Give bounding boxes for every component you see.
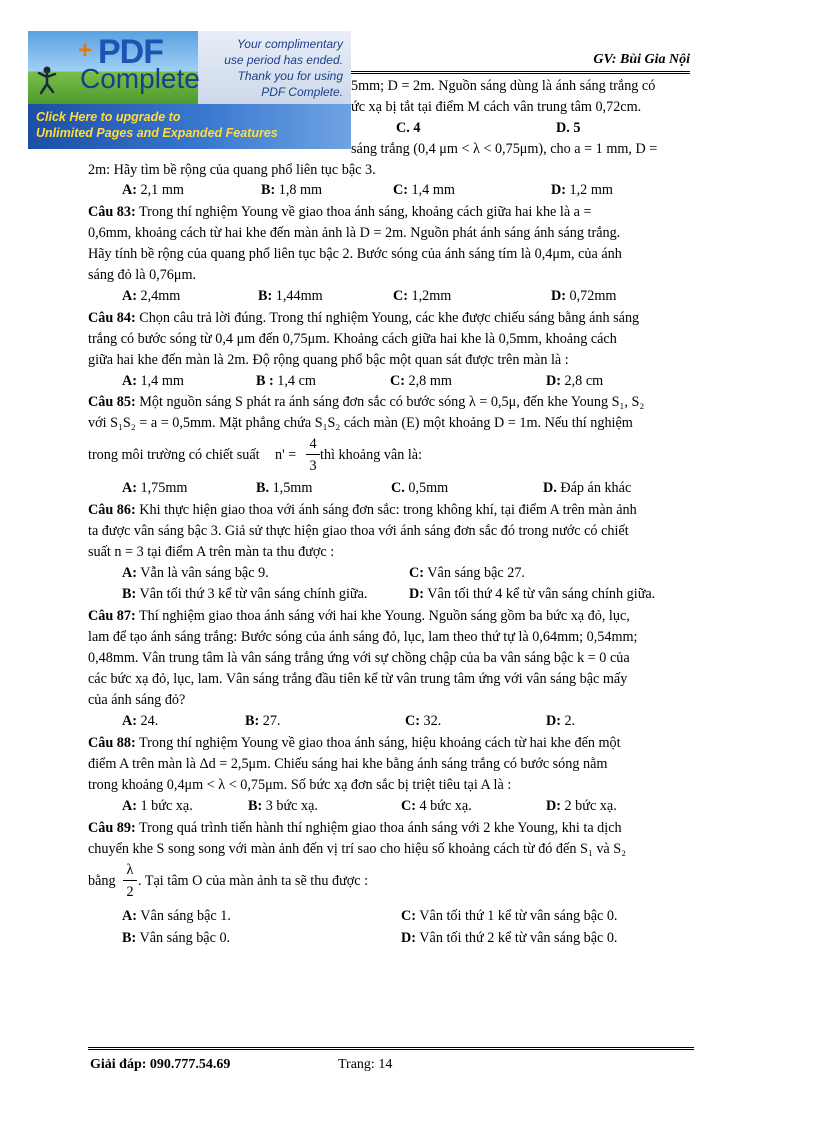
q88-line3: trong khoảng 0,4μm < λ < 0,75μm. Số bức xạ đơn sắc bị triệt tiêu tại A là : (88, 777, 512, 793)
q86-answer-a: A: Vẫn là vân sáng bậc 9. (122, 565, 269, 581)
banner-brand-pdf: PDF (98, 33, 163, 71)
q87-line1: Câu 87: Thí nghiệm giao thoa ánh sáng với hai khe Young. Nguồn sáng gồm ba bức xạ đỏ, lục, (88, 608, 630, 624)
q83-answer-b: B: 1,44mm (258, 288, 323, 304)
q89-answer-c: C: Vân tối thứ 1 kể từ vân sáng bậc 0. (401, 908, 618, 924)
q82-line2: 2m: Hãy tìm bề rộng của quang phổ liên tục bậc 3. (88, 162, 376, 178)
footer-rule (88, 1047, 694, 1050)
q85-line3-before: trong môi trường có chiết suất (88, 447, 260, 463)
q88-line1: Câu 88: Trong thí nghiệm Young về giao thoa ánh sáng, hiệu khoảng cách từ hai khe đến một (88, 735, 621, 751)
q88-answer-c: C: 4 bức xạ. (401, 798, 472, 814)
q87-line4: các bức xạ đỏ, lục, lam. Vân sáng trắng đầu tiên kể từ vân trung tâm ứng với vân sáng bậc mấy (88, 671, 628, 687)
q87-answer-d: D: 2. (546, 713, 576, 729)
q83-answer-c: C: 1,2mm (393, 288, 452, 304)
q83-line4: sáng đỏ là 0,76μm. (88, 267, 197, 283)
q87-line5: của ánh sáng đỏ? (88, 692, 186, 708)
q88-answer-a: A: 1 bức xạ. (122, 798, 193, 814)
q83-answer-a: A: 2,4mm (122, 288, 181, 304)
q85-line3-after: thì khoảng vân là: (320, 447, 423, 463)
q87-line3: 0,48mm. Vân trung tâm là vân sáng trắng ứng với sự chồng chập của ba vân sáng bậc k = 0 của (88, 650, 630, 666)
q84-line1: Câu 84: Chọn câu trả lời đúng. Trong thí nghiệm Young, các khe được chiếu sáng bằng ánh sáng (88, 310, 640, 326)
q86-line2: ta được vân sáng bậc 3. Giả sử thực hiện giao thoa với ánh sáng đơn sắc đó trong nước có chiết (88, 523, 629, 539)
q86-line1: Câu 86: Khi thực hiện giao thoa với ánh sáng đơn sắc: trong không khí, tại điểm A trên màn ảnh (88, 502, 637, 518)
q89-line2: chuyển khe S song song với màn ảnh đến vị trí sao cho hiệu số khoảng cách từ đó đến S₁ và S₂ (88, 841, 627, 857)
q83-answer-d: D: 0,72mm (551, 288, 617, 304)
q87-line2: lam để tạo ánh sáng trắng: Bước sóng của ánh sáng đỏ, lục, lam theo thứ tự là 0,64mm; 0,54mm; (88, 629, 638, 645)
q88-answer-d: D: 2 bức xạ. (546, 798, 617, 814)
q84-line3: giữa hai khe đến màn là 2m. Độ rộng quang phổ bậc một quan sát được trên màn là : (88, 352, 569, 368)
q84-answer-d: D: 2,8 cm (546, 373, 604, 389)
pdf-plus-icon: + (78, 37, 93, 64)
q82-answer-c: C: 1,4 mm (393, 182, 455, 198)
q89-line3-before: bằng (88, 873, 116, 889)
q85-fraction-bar (306, 454, 320, 455)
q82-answer-a: A: 2,1 mm (122, 182, 184, 198)
q85-line2: với S₁S₂ = a = 0,5mm. Mặt phẳng chứa S₁S₂ cách màn (E) một khoảng D = 1m. Nếu thí nghiệm (88, 415, 633, 431)
q82-line1-fragment: sáng trắng (0,4 μm < λ < 0,75μm), cho a = 1 mm, D = (351, 141, 658, 157)
q84-answer-c: C: 2,8 mm (390, 373, 452, 389)
q89-line1: Câu 89: Trong quá trình tiến hành thí nghiệm giao thoa ánh sáng với 2 khe Young, khi ta dịch (88, 820, 622, 836)
q85-formula-lhs: n' = (275, 447, 297, 463)
q89-fraction-bar (123, 880, 137, 881)
jumping-person-icon (36, 65, 58, 95)
q88-answer-b: B: 3 bức xạ. (248, 798, 318, 814)
q83-line1: Câu 83: Trong thí nghiệm Young về giao thoa ánh sáng, khoảng cách giữa hai khe là a = (88, 204, 592, 220)
top-fragment-2: ức xạ bị tắt tại điểm M cách vân trung tâm 0,72cm. (351, 99, 642, 115)
q89-answer-a: A: Vân sáng bậc 1. (122, 908, 231, 924)
q86-answer-c: C: Vân sáng bậc 27. (409, 565, 525, 581)
q82-answer-b: B: 1,8 mm (261, 182, 323, 198)
q86-answer-b: B: Vân tối thứ 3 kể từ vân sáng chính giữa. (122, 586, 368, 602)
q89-answer-b: B: Vân sáng bậc 0. (122, 930, 231, 946)
upgrade-link[interactable]: Click Here to upgrade to Unlimited Pages and Expanded Features (36, 110, 278, 140)
q89-answer-d: D: Vân tối thứ 2 kể từ vân sáng bậc 0. (401, 930, 618, 946)
banner-brand-complete: Complete (80, 63, 200, 94)
top-answer-c: C. 4 (396, 120, 421, 136)
q86-answer-d: D: Vân tối thứ 4 kể từ vân sáng chính giữa. (409, 586, 656, 602)
q87-answer-b: B: 27. (245, 713, 281, 729)
q85-formula-numerator: 4 (309, 436, 317, 452)
q85-answer-b: B. 1,5mm (256, 480, 313, 496)
q87-answer-c: C: 32. (405, 713, 442, 729)
q88-line2: điểm A trên màn là Δd = 2,5μm. Chiếu sáng hai khe bằng ánh sáng trắng có bước sóng nằm (88, 756, 608, 772)
q84-answer-b: B : 1,4 cm (256, 373, 316, 389)
header-author: GV: Bùi Gia Nội (593, 52, 690, 67)
upgrade-banner[interactable] (28, 31, 351, 149)
q85-formula-denominator: 3 (309, 458, 317, 474)
q83-line2: 0,6mm, khoảng cách từ hai khe đến màn ảnh là D = 2m. Nguồn phát ánh sáng ánh sáng trắng. (88, 225, 621, 241)
top-answer-d: D. 5 (556, 120, 581, 136)
top-fragment-1: 5mm; D = 2m. Nguồn sáng dùng là ánh sáng trắng có (351, 78, 656, 94)
q89-formula-numerator: λ (126, 862, 134, 878)
q84-answer-a: A: 1,4 mm (122, 373, 184, 389)
q86-line3: suất n = 3 tại điểm A trên màn ta thu được : (88, 544, 335, 560)
q87-answer-a: A: 24. (122, 713, 159, 729)
footer-contact: Giải đáp: 090.777.54.69 (90, 1057, 231, 1072)
q89-line3-after: . Tại tâm O của màn ảnh ta sẽ thu được : (138, 873, 369, 889)
q84-line2: trắng có bước sóng từ 0,4 μm đến 0,75μm. Khoảng cách giữa hai khe là 0,5mm, khoảng cách (88, 331, 617, 347)
q83-line3: Hãy tính bề rộng của quang phổ liên tục bậc 2. Bước sóng của ánh sáng tím là 0,4μm, của ánh (88, 246, 622, 262)
q82-answer-d: D: 1,2 mm (551, 182, 613, 198)
q85-answer-a: A: 1,75mm (122, 480, 188, 496)
q89-formula-denominator: 2 (126, 884, 134, 900)
q85-answer-c: C. 0,5mm (391, 480, 449, 496)
q85-line1: Câu 85: Một nguồn sáng S phát ra ánh sáng đơn sắc có bước sóng λ = 0,5μ, đến khe Young S₁, S₂ (88, 394, 645, 410)
banner-tagline: Your complimentary use period has ended. Thank you for using PDF Complete. (224, 37, 343, 99)
q85-answer-d: D. Đáp án khác (543, 480, 632, 496)
footer-page-number: Trang: 14 (338, 1057, 393, 1072)
